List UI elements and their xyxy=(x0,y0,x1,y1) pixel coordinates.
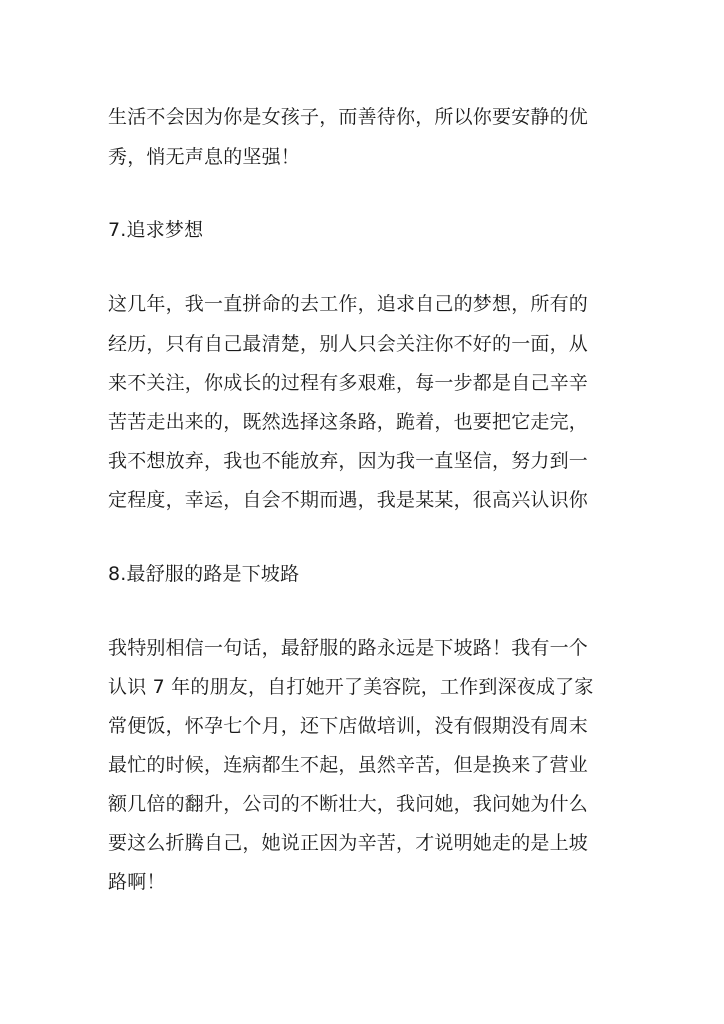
section-heading: 8.最舒服的路是下坡路 xyxy=(108,563,300,585)
paragraph-line: 要这么折腾自己，她说正因为辛苦，才说明她走的是上坡 xyxy=(108,832,589,854)
paragraph-line: 路啊！ xyxy=(108,871,166,893)
paragraph-line: 我特别相信一句话，最舒服的路永远是下坡路！我有一个 xyxy=(108,637,589,659)
paragraph-line: 来不关注，你成长的过程有多艰难，每一步都是自己辛辛 xyxy=(108,372,589,394)
paragraph-line: 定程度，幸运，自会不期而遇，我是某某，很高兴认识你 xyxy=(108,489,589,511)
paragraph-line: 经历，只有自己最清楚，别人只会关注你不好的一面，从 xyxy=(108,333,589,355)
paragraph-line: 苦苦走出来的，既然选择这条路，跪着，也要把它走完， xyxy=(108,411,589,433)
paragraph-line: 我不想放弃，我也不能放弃，因为我一直坚信，努力到一 xyxy=(108,450,589,472)
paragraph-line: 认识 7 年的朋友，自打她开了美容院，工作到深夜成了家 xyxy=(108,676,594,698)
paragraph-line: 生活不会因为你是女孩子，而善待你，所以你要安静的优 xyxy=(108,106,589,128)
paragraph-line: 常便饭，怀孕七个月，还下店做培训，没有假期没有周末 xyxy=(108,715,589,737)
paragraph-line: 额几倍的翻升，公司的不断壮大，我问她，我问她为什么 xyxy=(108,793,589,815)
paragraph-line: 这几年，我一直拼命的去工作，追求自己的梦想，所有的 xyxy=(108,293,589,315)
section-heading: 7.追求梦想 xyxy=(108,219,204,241)
paragraph-line: 秀，悄无声息的坚强！ xyxy=(108,146,301,168)
paragraph-line: 最忙的时候，连病都生不起，虽然辛苦，但是换来了营业 xyxy=(108,754,589,776)
